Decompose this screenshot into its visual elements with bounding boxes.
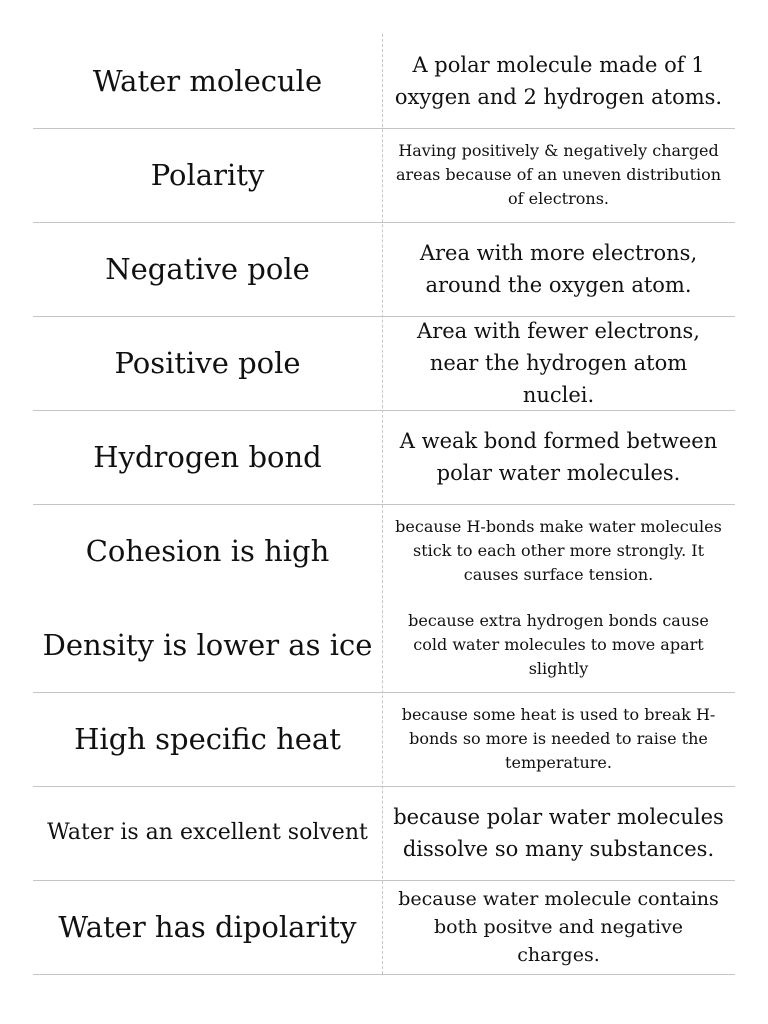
flashcard-row [33,692,735,787]
card-term: Density is lower as ice [42,628,373,662]
card-term: Positive pole [114,346,301,380]
card-definition: because polar water molecules dissolve so many substances. [393,805,724,861]
card-definition: Area with more electrons, around the oxygen atom. [419,241,698,297]
flashcard-row [33,222,735,317]
flashcard-row [33,786,735,881]
card-term: High specific heat [74,722,341,756]
card-term: Hydrogen bond [93,440,322,474]
flashcard-row [33,34,735,129]
flashcard-row [33,880,735,975]
card-definition: because some heat is used to break H-bonds so more is needed to raise the temperature. [401,705,716,772]
flashcard-row [33,316,735,411]
card-term: Negative pole [105,252,310,286]
card-term: Water has dipolarity [58,910,357,944]
card-term: Polarity [150,158,265,192]
flashcard-row [33,598,735,693]
card-term: Water is an excellent solvent [47,820,368,845]
card-definition: because H-bonds make water molecules stick to each other more strongly. It causes surface tension. [395,517,722,584]
card-definition: Having positively & negatively charged areas because of an uneven distribution of electrons. [395,141,722,208]
flashcard-row [33,504,735,598]
card-definition: Area with fewer electrons, near the hydrogen atom nuclei. [417,319,700,407]
flashcard-row [33,410,735,505]
flashcard-sheet [33,34,735,974]
card-definition: A polar molecule made of 1 oxygen and 2 hydrogen atoms. [394,53,723,109]
card-definition: because water molecule contains both positve and negative charges. [398,888,719,966]
flashcard-row [33,128,735,223]
card-term: Water molecule [92,64,323,98]
card-definition: A weak bond formed between polar water molecules. [399,429,718,485]
card-definition: because extra hydrogen bonds cause cold water molecules to move apart slightly [408,611,709,678]
card-term: Cohesion is high [85,534,330,568]
